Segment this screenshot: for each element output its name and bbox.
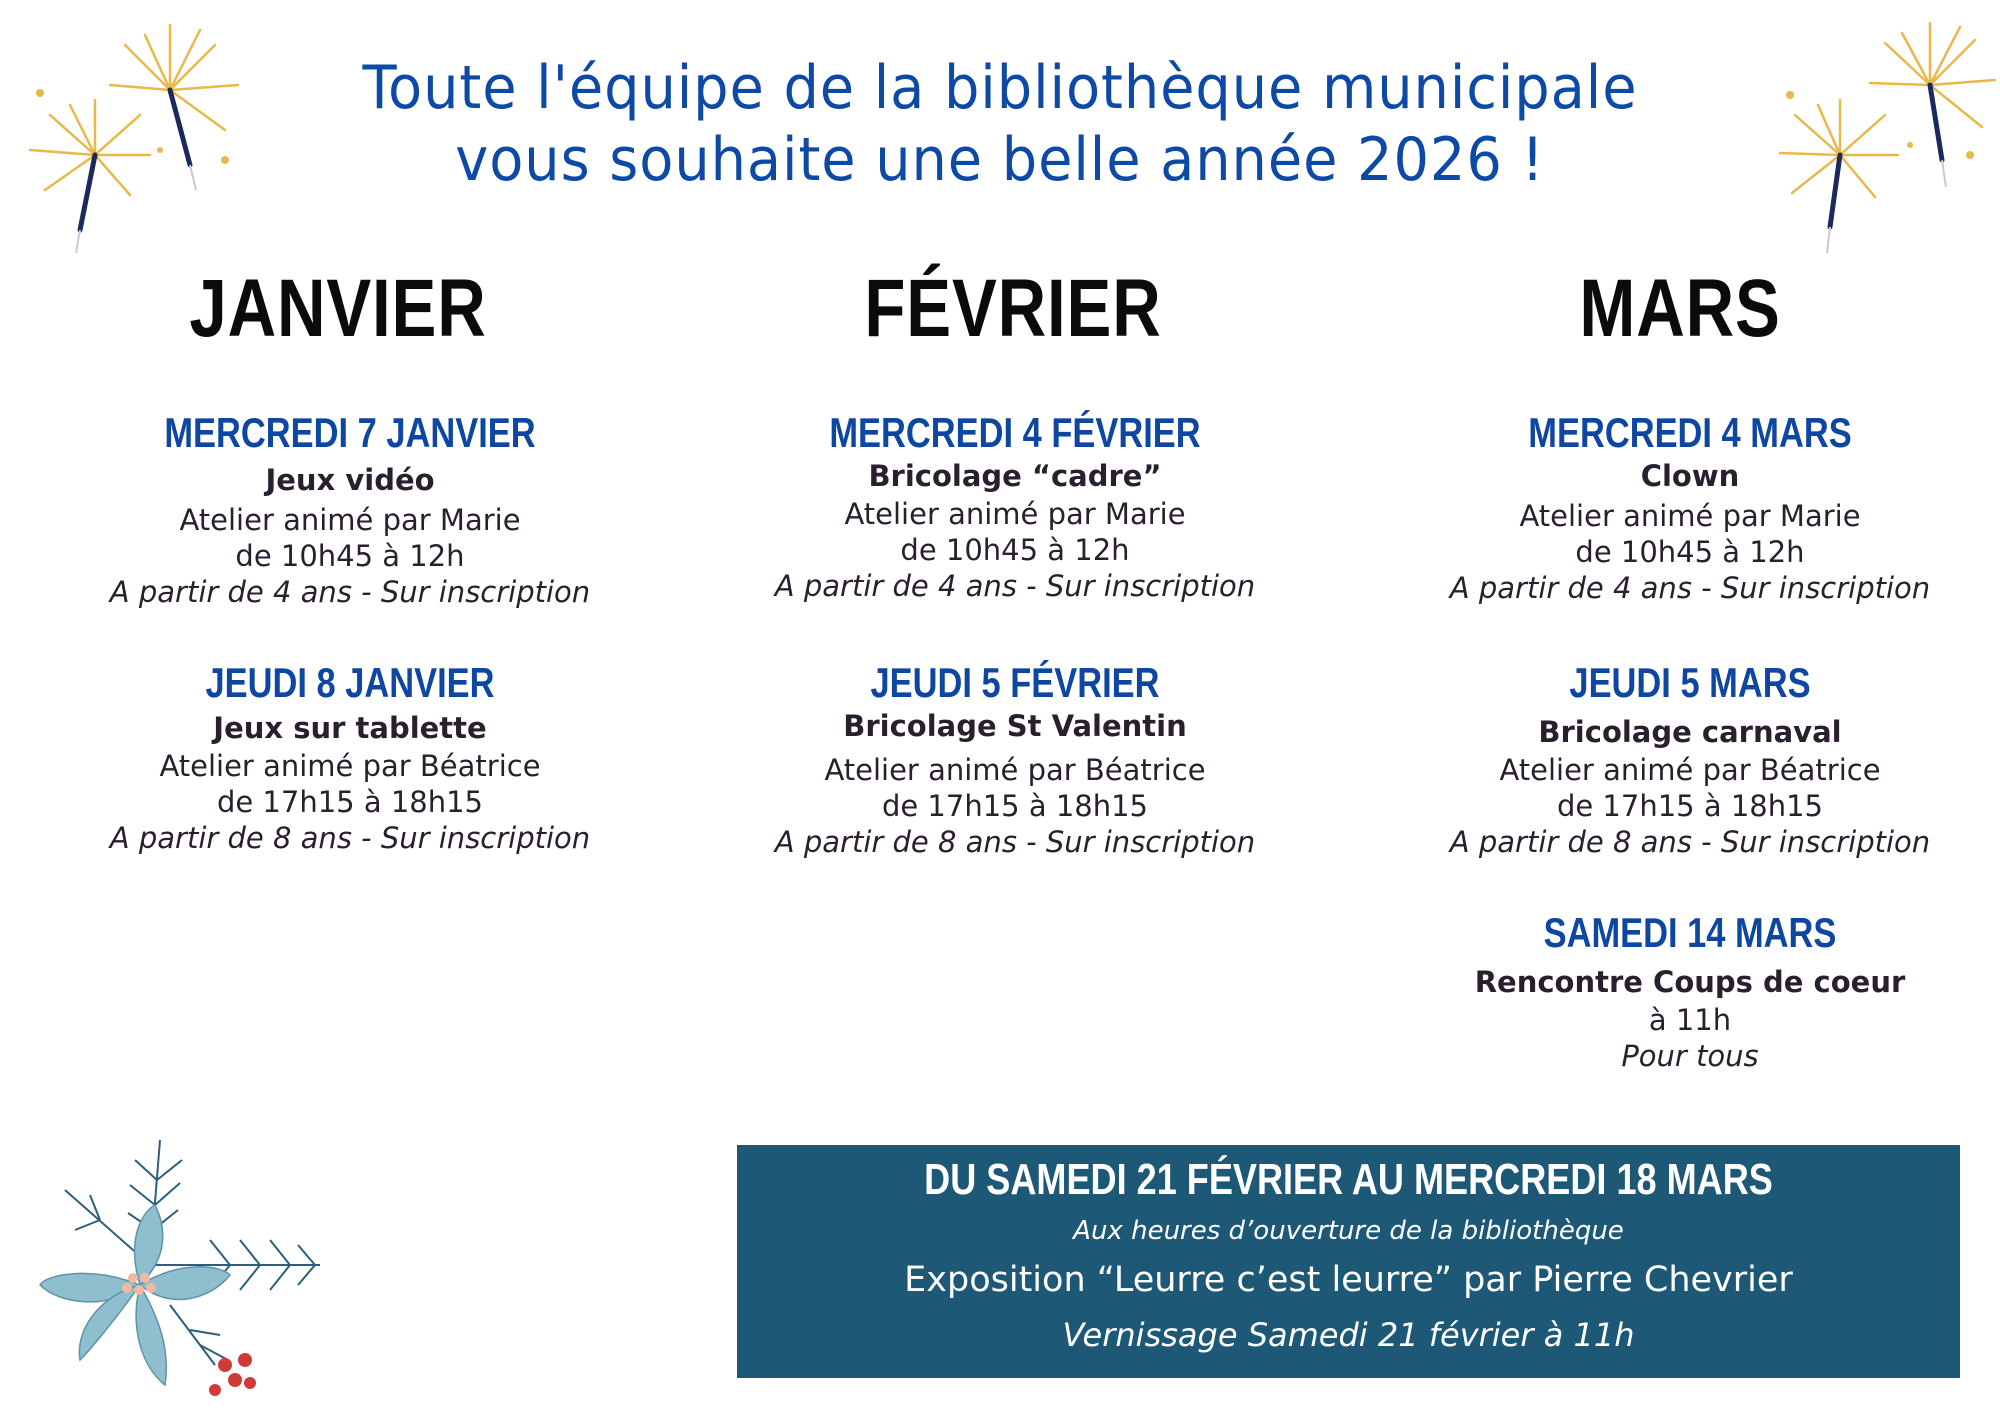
event-date: MERCREDI 4 FÉVRIER — [829, 409, 1201, 456]
event-date: MERCREDI 4 MARS — [1528, 409, 1852, 456]
banner-date: DU SAMEDI 21 FÉVRIER AU MERCREDI 18 MARS — [924, 1155, 1773, 1204]
sparkler-left-icon — [10, 15, 250, 255]
event-card — [735, 410, 1295, 604]
event-note: A partir de 4 ans - Sur inscription — [109, 575, 591, 609]
banner-vernissage: Vernissage Samedi 21 février à 11h — [1062, 1316, 1635, 1354]
event-note: Pour tous — [1621, 1039, 1759, 1073]
event-card — [1410, 910, 1970, 1074]
event-note: A partir de 8 ans - Sur inscription — [1449, 825, 1931, 859]
sparkler-right-icon — [1770, 15, 2000, 255]
event-date: JEUDI 8 JANVIER — [205, 659, 495, 706]
event-date: MERCREDI 7 JANVIER — [164, 409, 536, 456]
event-title: Clown — [1640, 459, 1740, 493]
event-card — [735, 660, 1295, 860]
event-date: JEUDI 5 FÉVRIER — [870, 659, 1160, 706]
event-card — [1410, 660, 1970, 860]
event-host: Atelier animé par Béatrice — [1499, 753, 1881, 787]
event-time: de 10h45 à 12h — [900, 533, 1130, 567]
event-time: de 10h45 à 12h — [1575, 535, 1805, 569]
month-heading-mars: MARS — [1579, 263, 1781, 354]
event-title: Bricolage carnaval — [1538, 715, 1842, 749]
event-date: SAMEDI 14 MARS — [1543, 909, 1837, 956]
event-title: Jeux sur tablette — [213, 711, 487, 745]
event-card — [60, 660, 640, 856]
event-time: à 11h — [1648, 1003, 1732, 1037]
event-note: A partir de 8 ans - Sur inscription — [774, 825, 1256, 859]
exhibition-banner — [737, 1145, 1960, 1378]
poinsettia-icon — [30, 1135, 330, 1405]
event-time: de 17h15 à 18h15 — [216, 785, 484, 819]
event-note: A partir de 8 ans - Sur inscription — [109, 821, 591, 855]
event-date: JEUDI 5 MARS — [1569, 659, 1811, 706]
event-time: de 17h15 à 18h15 — [1556, 789, 1824, 823]
event-title: Rencontre Coups de coeur — [1474, 965, 1906, 999]
event-card — [60, 410, 640, 610]
event-host: Atelier animé par Béatrice — [824, 753, 1206, 787]
event-card — [1410, 410, 1970, 606]
event-note: A partir de 4 ans - Sur inscription — [1449, 571, 1931, 605]
month-heading-fevrier: FÉVRIER — [864, 263, 1162, 354]
event-host: Atelier animé par Marie — [179, 503, 521, 537]
banner-hours: Aux heures d’ouverture de la bibliothèque — [1073, 1216, 1624, 1246]
event-title: Jeux vidéo — [265, 463, 435, 497]
event-time: de 10h45 à 12h — [235, 539, 465, 573]
greeting-line-2: vous souhaite une belle année 2026 ! — [455, 125, 1545, 195]
event-host: Atelier animé par Marie — [844, 497, 1186, 531]
banner-exhibition-title: Exposition “Leurre c’est leurre” par Pierre Chevrier — [904, 1260, 1793, 1300]
event-title: Bricolage St Valentin — [843, 709, 1187, 743]
greeting-headline — [349, 52, 1651, 196]
greeting-line-1: Toute l'équipe de la bibliothèque municipale — [362, 53, 1638, 123]
month-heading-janvier: JANVIER — [189, 263, 487, 354]
event-time: de 17h15 à 18h15 — [881, 789, 1149, 823]
event-host: Atelier animé par Béatrice — [159, 749, 541, 783]
event-host: Atelier animé par Marie — [1519, 499, 1861, 533]
event-title: Bricolage “cadre” — [868, 459, 1162, 493]
event-note: A partir de 4 ans - Sur inscription — [774, 569, 1256, 603]
